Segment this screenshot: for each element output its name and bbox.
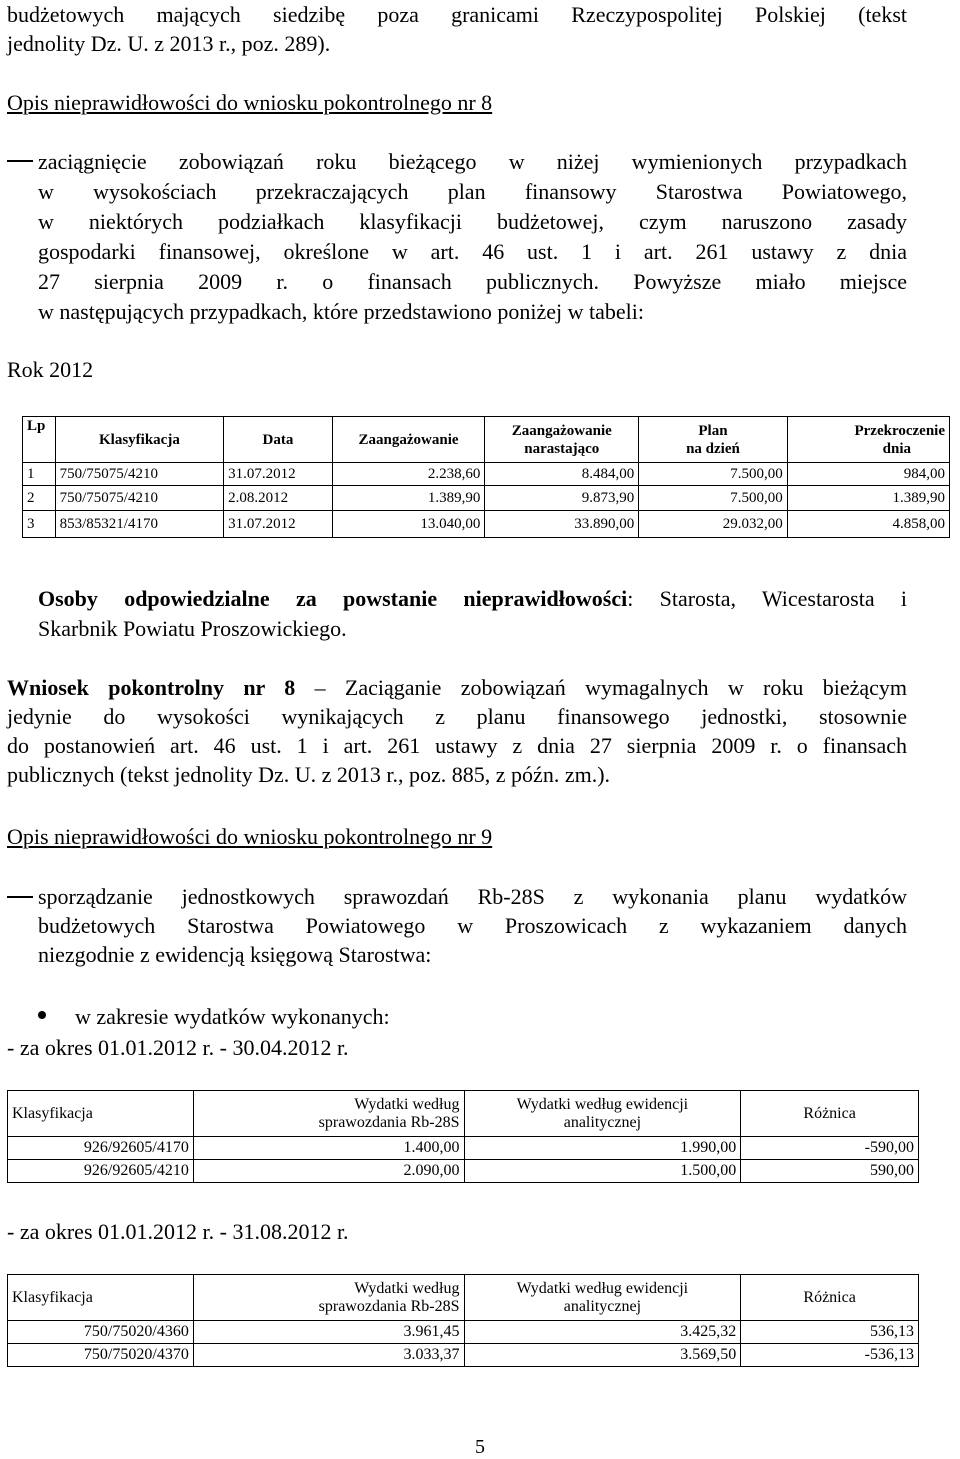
period-label: - za okres 01.01.2012 r. - 31.08.2012 r. bbox=[7, 1219, 349, 1244]
cell-klasyfikacja: 750/75020/4360 bbox=[8, 1321, 194, 1344]
list-item-line: w wysokościach przekraczających plan finansowy Starostwa Powiatowego, bbox=[38, 179, 907, 204]
cell-narastajaco: 8.484,00 bbox=[485, 463, 639, 486]
list-item-line: w następujących przypadkach, które przedstawiono poniżej w tabeli: bbox=[38, 299, 644, 324]
cell-ewidencja: 3.425,32 bbox=[464, 1321, 741, 1344]
table-row bbox=[23, 511, 950, 538]
cell-ewidencja: 3.569,50 bbox=[464, 1344, 741, 1367]
section-heading-9: Opis nieprawidłowości do wniosku pokontrolnego nr 9 bbox=[7, 824, 493, 849]
cell-plan: 7.500,00 bbox=[639, 486, 788, 511]
col-header-roznica: Różnica bbox=[741, 1091, 919, 1137]
list-item-line: sporządzanie jednostkowych sprawozdań Rb-28S z wykonania planu wydatków bbox=[38, 884, 907, 909]
table-row bbox=[8, 1137, 919, 1160]
cell-ewidencja: 1.990,00 bbox=[464, 1137, 741, 1160]
table-header-row bbox=[23, 417, 950, 463]
cell-wydatki: 2.090,00 bbox=[193, 1160, 464, 1183]
cell-przekroczenie: 1.389,90 bbox=[787, 486, 949, 511]
dash-bullet-icon bbox=[7, 896, 33, 898]
expenses-table-april bbox=[7, 1090, 919, 1183]
col-header-klasyfikacja: Klasyfikacja bbox=[8, 1275, 194, 1321]
cell-roznica: 590,00 bbox=[741, 1160, 919, 1183]
cell-roznica: -590,00 bbox=[741, 1137, 919, 1160]
paragraph-line: jednolity Dz. U. z 2013 r., poz. 289). bbox=[7, 31, 331, 56]
table-row bbox=[23, 486, 950, 511]
cell-zaangazowanie: 13.040,00 bbox=[332, 511, 485, 538]
cell-wydatki: 3.961,45 bbox=[193, 1321, 464, 1344]
period-label: - za okres 01.01.2012 r. - 30.04.2012 r. bbox=[7, 1035, 349, 1060]
cell-roznica: 536,13 bbox=[741, 1321, 919, 1344]
cell-plan: 29.032,00 bbox=[639, 511, 788, 538]
bullet-dot-icon bbox=[38, 1011, 46, 1019]
col-header-zaangazowanie: Zaangażowanie bbox=[332, 417, 485, 463]
cell-zaangazowanie: 1.389,90 bbox=[332, 486, 485, 511]
col-header-przekroczenie: Przekroczenie dnia bbox=[787, 417, 949, 463]
col-header-roznica: Różnica bbox=[741, 1275, 919, 1321]
paragraph-line: Skarbnik Powiatu Proszowickiego. bbox=[38, 616, 347, 641]
col-header-lp: Lp bbox=[23, 417, 56, 463]
cell-wydatki: 1.400,00 bbox=[193, 1137, 464, 1160]
cell-ewidencja: 1.500,00 bbox=[464, 1160, 741, 1183]
dash-bullet-icon bbox=[7, 160, 33, 162]
list-item-line: gospodarki finansowej, określone w art. 46 ust. 1 i art. 261 ustawy z dnia bbox=[38, 239, 907, 264]
cell-lp: 2 bbox=[23, 486, 56, 511]
page-number: 5 bbox=[475, 1436, 485, 1458]
cell-klasyfikacja: 750/75020/4370 bbox=[8, 1344, 194, 1367]
col-header-wydatki: Wydatki według sprawozdania Rb-28S bbox=[193, 1091, 464, 1137]
overrun-table bbox=[22, 416, 950, 538]
list-item-line: budżetowych Starostwa Powiatowego w Proszowicach z wykazaniem danych bbox=[38, 913, 907, 938]
paragraph-line: jedynie do wysokości wynikających z planu finansowego jednostki, stosownie bbox=[7, 704, 907, 729]
cell-przekroczenie: 984,00 bbox=[787, 463, 949, 486]
table-row bbox=[8, 1321, 919, 1344]
cell-klasyfikacja: 926/92605/4210 bbox=[8, 1160, 194, 1183]
col-header-wydatki: Wydatki według sprawozdania Rb-28S bbox=[193, 1275, 464, 1321]
list-item-line: w niektórych podziałkach klasyfikacji budżetowej, czym naruszono zasady bbox=[38, 209, 907, 234]
table-row bbox=[8, 1160, 919, 1183]
col-header-plan: Plan na dzień bbox=[639, 417, 788, 463]
col-header-klasyfikacja: Klasyfikacja bbox=[55, 417, 224, 463]
list-item-line: zaciągnięcie zobowiązań roku bieżącego w niżej wymienionych przypadkach bbox=[38, 149, 907, 174]
section-heading-8: Opis nieprawidłowości do wniosku pokontrolnego nr 8 bbox=[7, 90, 493, 115]
table-header-row bbox=[8, 1091, 919, 1137]
col-header-ewidencja: Wydatki według ewidencji analitycznej bbox=[464, 1091, 741, 1137]
bullet-item: w zakresie wydatków wykonanych: bbox=[75, 1004, 390, 1029]
paragraph-line: budżetowych mających siedzibę poza granicami Rzeczypospolitej Polskiej (tekst bbox=[7, 2, 907, 27]
cell-zaangazowanie: 2.238,60 bbox=[332, 463, 485, 486]
table-row bbox=[8, 1344, 919, 1367]
col-header-ewidencja: Wydatki według ewidencji analitycznej bbox=[464, 1275, 741, 1321]
table-header-row bbox=[8, 1275, 919, 1321]
col-header-klasyfikacja: Klasyfikacja bbox=[8, 1091, 194, 1137]
col-header-data: Data bbox=[224, 417, 333, 463]
table-row bbox=[23, 463, 950, 486]
cell-data: 2.08.2012 bbox=[224, 486, 333, 511]
cell-klasyfikacja: 750/75075/4210 bbox=[55, 463, 224, 486]
list-item-line: 27 sierpnia 2009 r. o finansach publicznych. Powyższe miało miejsce bbox=[38, 269, 907, 294]
list-item-line: niezgodnie z ewidencją księgową Starostwa: bbox=[38, 942, 432, 967]
cell-plan: 7.500,00 bbox=[639, 463, 788, 486]
cell-klasyfikacja: 926/92605/4170 bbox=[8, 1137, 194, 1160]
cell-lp: 3 bbox=[23, 511, 56, 538]
paragraph-line: publicznych (tekst jednolity Dz. U. z 2013 r., poz. 885, z późn. zm.). bbox=[7, 762, 611, 787]
paragraph-line: do postanowień art. 46 ust. 1 i art. 261 ustawy z dnia 27 sierpnia 2009 r. o finansach bbox=[7, 733, 907, 758]
cell-narastajaco: 9.873,90 bbox=[485, 486, 639, 511]
recommendation-8: Wniosek pokontrolny nr 8 – Zaciąganie zobowiązań wymagalnych w roku bieżącym bbox=[7, 675, 907, 700]
cell-przekroczenie: 4.858,00 bbox=[787, 511, 949, 538]
responsible-persons: Osoby odpowiedzialne za powstanie nieprawidłowości: Starosta, Wicestarosta i bbox=[38, 586, 907, 611]
cell-data: 31.07.2012 bbox=[224, 511, 333, 538]
cell-narastajaco: 33.890,00 bbox=[485, 511, 639, 538]
cell-klasyfikacja: 853/85321/4170 bbox=[55, 511, 224, 538]
col-header-narastajaco: Zaangażowanie narastająco bbox=[485, 417, 639, 463]
cell-roznica: -536,13 bbox=[741, 1344, 919, 1367]
expenses-table-august bbox=[7, 1274, 919, 1367]
cell-klasyfikacja: 750/75075/4210 bbox=[55, 486, 224, 511]
cell-lp: 1 bbox=[23, 463, 56, 486]
cell-data: 31.07.2012 bbox=[224, 463, 333, 486]
year-label: Rok 2012 bbox=[7, 357, 94, 382]
cell-wydatki: 3.033,37 bbox=[193, 1344, 464, 1367]
